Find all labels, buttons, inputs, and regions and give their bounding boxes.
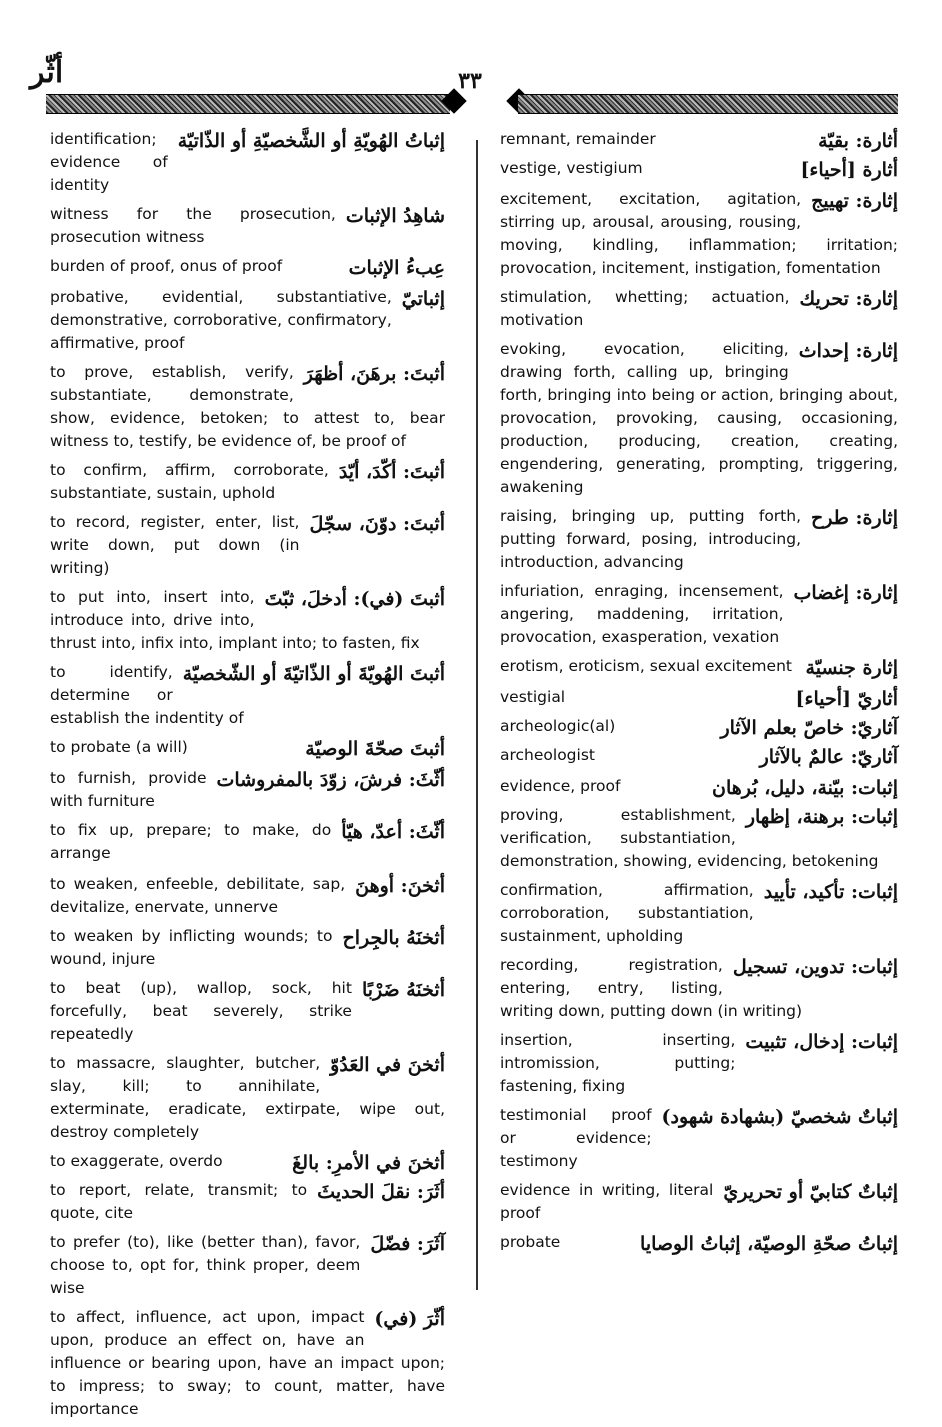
column-divider [476, 140, 478, 1290]
arabic-headword: أثبتَ (في): أدخلَ، ثبّتَ [264, 588, 445, 610]
dictionary-entry [50, 511, 445, 580]
english-translation: testimonial proof or evidence; testimony [500, 1106, 652, 1170]
arabic-headword: إثارة جنسيّة [805, 657, 898, 679]
dictionary-entry [50, 1052, 445, 1144]
arabic-headword: إثارة: طرح [811, 507, 898, 529]
english-translation: to identify, determine or establish the indentity of [50, 663, 244, 727]
arabic-headword: آثاريّ: خاصّ بعلم الآثار [720, 717, 898, 739]
arabic-headword: آثَرَ: فضّلَ [370, 1233, 445, 1255]
dictionary-entry [50, 873, 445, 919]
dictionary-entry [500, 1231, 898, 1254]
english-translation: to probate (a will) [50, 738, 188, 756]
dictionary-entry [50, 459, 445, 505]
dictionary-entry [50, 128, 445, 197]
dictionary-entry [50, 1231, 445, 1300]
english-translation: evidence, proof [500, 777, 621, 795]
dictionary-entry [50, 819, 445, 865]
arabic-headword: آثاريّ: عالمٌ بالآثار [759, 746, 898, 768]
english-translation: to affect, influence, act upon, impact upon, produce an effect on, have an influence or bearing upon, have an impact upon; to impress; to sway; to count, matter, have importance [50, 1308, 445, 1418]
right-column [500, 128, 898, 1260]
dictionary-entry [500, 128, 898, 151]
dictionary-entry [500, 954, 898, 1023]
dictionary-entry [50, 661, 445, 730]
dictionary-entry [500, 157, 898, 180]
dictionary-entry [50, 767, 445, 813]
arabic-headword: إثباتُ الهُويّةِ أو الشَّخصيّةِ أو الذّاتيّة [177, 130, 445, 152]
arabic-headword: إثبات: برهنة، إظهار [745, 806, 898, 828]
english-translation: excitement, excitation, agitation, stirring up, arousal, arousing, rousing, moving, kindling, inflammation; irritation; provocation, incitement, instigation, fomentation [500, 190, 898, 277]
dictionary-entry [500, 655, 898, 678]
english-translation: to weaken by inflicting wounds; to wound, injure [50, 927, 333, 968]
dictionary-entry [50, 977, 445, 1046]
dictionary-entry [500, 1029, 898, 1098]
arabic-headword: إثارة: إغضاب [793, 582, 898, 604]
english-translation: remnant, remainder [500, 130, 656, 148]
decorative-band-right [518, 94, 898, 114]
dictionary-entry [50, 586, 445, 655]
english-translation: to massacre, slaughter, butcher, slay, kill; to annihilate, exterminate, eradicate, extirpate, wipe out, destroy completely [50, 1054, 445, 1141]
english-translation: to prefer (to), like (better than), favor, choose to, opt for, think proper, deem wise [50, 1233, 361, 1297]
left-column [50, 128, 445, 1427]
english-translation: infuriation, enraging, incensement, angering, maddening, irritation, provocation, exasperation, vexation [500, 582, 784, 646]
arabic-headword: أثخنَ في الأمرِ: بالغَ [292, 1152, 445, 1174]
dictionary-entry [500, 338, 898, 499]
dictionary-entry [50, 203, 445, 249]
english-translation: to furnish, provide with furniture [50, 769, 207, 810]
english-translation: probate [500, 1233, 561, 1251]
arabic-headword: إثارة: تهييج [811, 190, 898, 212]
dictionary-entry [500, 686, 898, 709]
english-translation: evidence in writing, literal proof [500, 1181, 714, 1222]
arabic-headword: إثبات: إدخال، تثبيت [745, 1031, 898, 1053]
arabic-headword: شاهِدُ الإثبات [345, 205, 445, 227]
dictionary-entry [500, 715, 898, 738]
english-translation: proving, establishment, verification, substantiation, demonstration, showing, evidencing, betokening [500, 806, 879, 870]
arabic-headword: أثبتَ الهُويّةَ أو الذّاتيّةَ أو الشّخصيّة [182, 663, 445, 685]
arabic-headword: أثبتَ: برهَنَ، أظهَرَ [303, 363, 445, 385]
english-translation: vestigial [500, 688, 566, 706]
dictionary-entry [50, 736, 445, 759]
english-translation: identification; evidence of identity [50, 130, 168, 194]
english-translation: to confirm, affirm, corroborate, substantiate, sustain, uphold [50, 461, 329, 502]
arabic-headword: إثبات: تدوين، تسجيل [732, 956, 898, 978]
arabic-headword: أثخنَ: أوهنَ [355, 875, 445, 897]
dictionary-entry [50, 1306, 445, 1421]
dictionary-entry [500, 879, 898, 948]
arabic-headword: إثبات: تأكيد، تأييد [763, 881, 898, 903]
arabic-headword: أثبتَ: أكّدَ، أيّدَ [338, 461, 445, 483]
dictionary-entry [500, 1179, 898, 1225]
dictionary-entry [500, 1104, 898, 1173]
arabic-headword: أثّثَ: فرشَ، زوّدَ بالمفروشات [216, 769, 445, 791]
arabic-headword: أثخنَهُ ضَرْبًا [361, 979, 445, 1001]
arabic-headword: أثارة [أحياء] [800, 159, 898, 181]
dictionary-entry [500, 188, 898, 280]
arabic-headword: إثباتٌ كتابيّ أو تحريريّ [723, 1181, 898, 1203]
arabic-headword: أثَرَ: نقلَ الحديثَ [317, 1181, 445, 1203]
english-translation: probative, evidential, substantiative, demonstrative, corroborative, confirmatory, affirmative, proof [50, 288, 392, 352]
english-translation: burden of proof, onus of proof [50, 257, 283, 275]
dictionary-entry [50, 361, 445, 453]
arabic-headword: إثباتٌ شخصيّ (بشهادة شهود) [661, 1106, 898, 1128]
english-translation: to report, relate, transmit; to quote, cite [50, 1181, 308, 1222]
page-number: ٣٣ [458, 68, 482, 94]
dictionary-entry [50, 255, 445, 278]
english-translation: vestige, vestigium [500, 159, 643, 177]
dictionary-entry [50, 925, 445, 971]
arabic-headword: أثخنَ في العَدُوّ [330, 1054, 445, 1076]
arabic-headword: أثاريّ [أحياء] [795, 688, 898, 710]
english-translation: raising, bringing up, putting forth, putting forward, posing, introducing, introduction, advancing [500, 507, 802, 571]
english-translation: to prove, establish, verify, substantiate, demonstrate, show, evidence, betoken; to attest to, bear witness to, testify, be evidence of, be proof of [50, 363, 445, 450]
english-translation: insertion, inserting, intromission, putting; fastening, fixing [500, 1031, 736, 1095]
dictionary-entry [50, 286, 445, 355]
dictionary-entry [50, 1150, 445, 1173]
dictionary-entry [500, 580, 898, 649]
decorative-band-left [46, 94, 450, 114]
arabic-headword: أثارة: بقيّة [818, 130, 898, 152]
english-translation: erotism, eroticism, sexual excitement [500, 657, 792, 675]
arabic-headword: عِبءُ الإثبات [348, 257, 445, 279]
english-translation: to fix up, prepare; to make, do arrange [50, 821, 332, 862]
english-translation: to put into, insert into, introduce into, drive into, thrust into, infix into, implant into; to fasten, fix [50, 588, 420, 652]
english-translation: to record, register, enter, list, write down, put down (in writing) [50, 513, 300, 577]
english-translation: stimulation, whetting; actuation, motivation [500, 288, 790, 329]
arabic-headword: أثبتَ: دوّنَ، سجّلَ [309, 513, 445, 535]
english-translation: archeologist [500, 746, 595, 764]
arabic-headword: أثّثَ: أعدّ، هيّأ [341, 821, 445, 843]
dictionary-entry [500, 804, 898, 873]
arabic-headword: أثخنَهُ بالجِراح [342, 927, 445, 949]
arabic-headword: إثبات: بيّنة، دليل، بُرهان [712, 777, 898, 799]
english-translation: confirmation, affirmation, corroboration, substantiation, sustainment, upholding [500, 881, 754, 945]
english-translation: to weaken, enfeeble, debilitate, sap, devitalize, enervate, unnerve [50, 875, 346, 916]
english-translation: evoking, evocation, eliciting, drawing forth, calling up, bringing forth, bringing into being or action, bringing about, provocation, provoking, causing, occasioning, production, producing, creation, creating, engendering, generating, prompting, triggering, awakening [500, 340, 898, 496]
dictionary-entry [500, 505, 898, 574]
english-translation: recording, registration, entering, entry, listing, writing down, putting down (in writing) [500, 956, 803, 1020]
english-translation: to beat (up), wallop, sock, hit forcefully, beat severely, strike repeatedly [50, 979, 352, 1043]
dictionary-entry [50, 1179, 445, 1225]
english-translation: witness for the prosecution, prosecution witness [50, 205, 336, 246]
arabic-headword: أثّرَ (في) [374, 1308, 445, 1330]
arabic-headword: إثباتُ صحّةِ الوصيّة، إثباتُ الوصايا [640, 1233, 898, 1255]
english-translation: to exaggerate, overdo [50, 1152, 223, 1170]
arabic-headword: أثبتَ صحّةَ الوصيّة [305, 738, 445, 760]
dictionary-entry [500, 286, 898, 332]
arabic-headword: إثارة: إحداث [798, 340, 898, 362]
english-translation: archeologic(al) [500, 717, 616, 735]
arabic-headword: إثباتيّ [401, 288, 445, 310]
arabic-headword: إثارة: تحريك [799, 288, 898, 310]
guide-word: أثّر [30, 55, 64, 90]
dictionary-entry [500, 775, 898, 798]
dictionary-entry [500, 744, 898, 767]
